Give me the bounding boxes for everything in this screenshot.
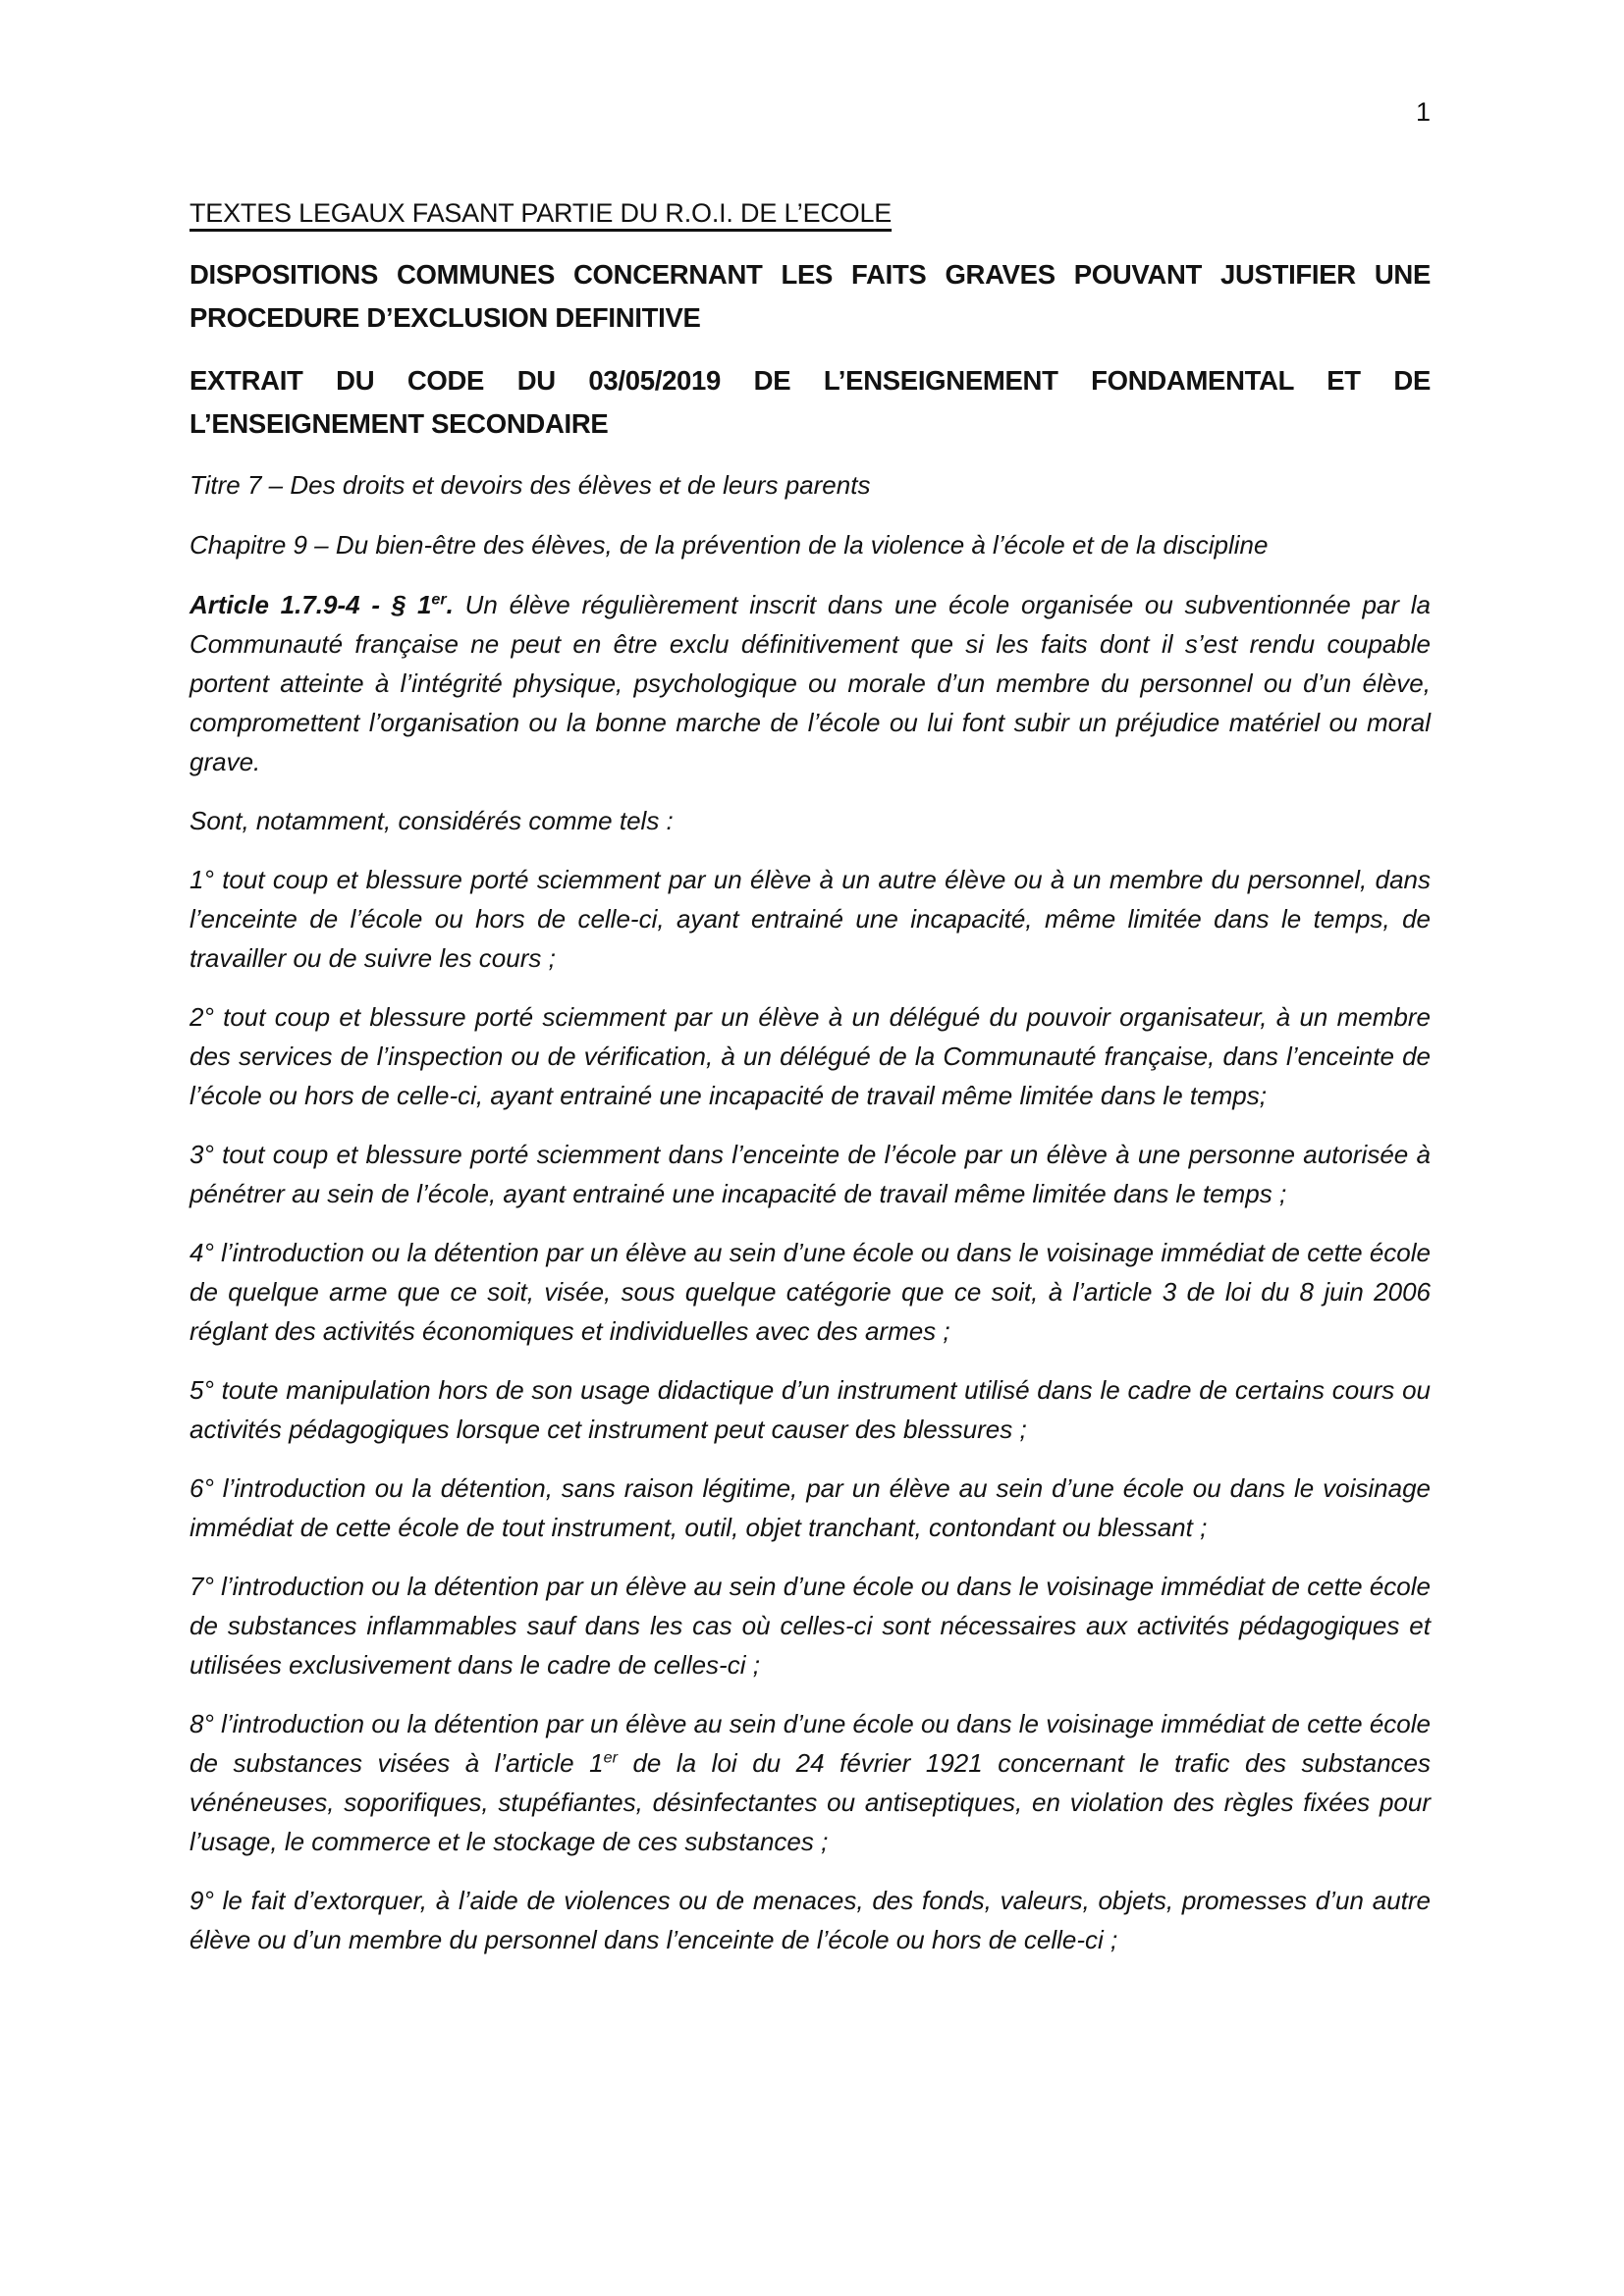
document-title-line — [189, 193, 1431, 234]
article-paragraph — [189, 585, 1431, 781]
numbered-item — [189, 1233, 1431, 1351]
item-text: 9° le fait d’extorquer, à l’aide de violences ou de menaces, des fonds, valeurs, objets, promesses d’un autre élève ou d’un membre du personnel dans l’enceinte de l’école ou hors de celle-ci ; — [189, 1886, 1431, 1954]
item-text: 2° tout coup et blessure porté sciemment par un élève à un délégué du pouvoir organisateur, à un membre des services de l’inspection ou de vérification, à un délégué de la Communauté française, dans l’enceinte de l’école ou hors de celle-ci, ayant entrainé une incapacité de travail même limitée dans le temps; — [189, 1002, 1431, 1110]
item-text: 4° l’introduction ou la détention par un élève au sein d’une école ou dans le voisinage immédiat de cette école de quelque arme que ce soit, visée, sous quelque catégorie que ce soit, à l’article 3 de loi du 8 juin 2006 réglant des activités économiques et individuelles avec des armes ; — [189, 1238, 1431, 1346]
article-label-period: . — [446, 590, 465, 619]
item-text: 5° toute manipulation hors de son usage didactique d’un instrument utilisé dans le cadre de certains cours ou activités pédagogiques lorsque cet instrument peut causer des blessures ; — [189, 1375, 1431, 1444]
item-text: 7° l’introduction ou la détention par un élève au sein d’une école ou dans le voisinage immédiat de cette école de substances inflammables sauf dans les cas où celles-ci sont nécessaires aux activités pédagogiques et utilisées exclusivement dans le cadre de celles-ci ; — [189, 1572, 1431, 1680]
numbered-item — [189, 997, 1431, 1115]
item-text: 1° tout coup et blessure porté sciemment par un élève à un autre élève ou à un membre du personnel, dans l’enceinte de l’école ou hors de celle-ci, ayant entrainé une incapacité, même limitée dans le temps, de travailler ou de suivre les cours ; — [189, 865, 1431, 973]
subtitle-titre-7: Titre 7 – Des droits et devoirs des élèves et de leurs parents — [189, 470, 871, 500]
item-text: 3° tout coup et blessure porté sciemment dans l’enceinte de l’école par un élève à une personne autorisée à pénétrer au sein de l’école, ayant entrainé une incapacité de travail même limitée dans le temps ; — [189, 1140, 1431, 1208]
item-superscript: er — [603, 1748, 618, 1767]
numbered-item — [189, 860, 1431, 978]
numbered-item — [189, 1881, 1431, 1959]
heading-dispositions-communes: DISPOSITIONS COMMUNES CONCERNANT LES FAITS GRAVES POUVANT JUSTIFIER UNE PROCEDURE D’EXCLUSION DEFINITIVE — [189, 259, 1431, 333]
document-title: TEXTES LEGAUX FASANT PARTIE DU R.O.I. DE L’ECOLE — [189, 198, 893, 228]
heading-extrait-du-code: EXTRAIT DU CODE DU 03/05/2019 DE L’ENSEIGNEMENT FONDAMENTAL ET DE L’ENSEIGNEMENT SECONDAIRE — [189, 365, 1431, 439]
article-label-superscript: er — [431, 590, 447, 609]
document-content — [189, 193, 1431, 1979]
numbered-item — [189, 1704, 1431, 1861]
item-text: 6° l’introduction ou la détention, sans raison légitime, par un élève au sein d’une école ou dans le voisinage immédiat de cette école de tout instrument, outil, objet tranchant, contondant ou blessant ; — [189, 1473, 1431, 1542]
article-label: Article 1.7.9-4 - § 1 — [189, 590, 432, 619]
numbered-item — [189, 1135, 1431, 1213]
numbered-item — [189, 1468, 1431, 1547]
numbered-item — [189, 1370, 1431, 1449]
numbered-item — [189, 1567, 1431, 1684]
numbered-items-list — [189, 860, 1431, 1959]
article-body-text: Un élève régulièrement inscrit dans une école organisée ou subventionnée par la Communauté française ne peut en être exclu définitivement que si les faits dont il s’est rendu coupable portent atteinte à l’intégrité physique, psychologique ou morale d’un membre du personnel ou d’un élève, compromettent l’organisation ou la bonne marche de l’école ou lui font subir un préjudice matériel ou moral grave. — [189, 590, 1431, 776]
page-number: 1 — [1415, 97, 1431, 127]
item-text: de la loi du 24 février 1921 concernant le trafic des substances vénéneuses, soporifiques, stupéfiantes, désinfectantes ou antiseptiques, en violation des règles fixées pour l’usage, le commerce et le stockage de ces substances ; — [189, 1748, 1431, 1856]
intro-line: Sont, notamment, considérés comme tels : — [189, 806, 674, 835]
item-text: 8° l’introduction ou la détention par un élève au sein d’une école ou dans le voisinage immédiat de cette école de substances visées à l’article 1 — [189, 1709, 1431, 1778]
subtitle-chapitre-9: Chapitre 9 – Du bien-être des élèves, de la prévention de la violence à l’école et de la discipline — [189, 530, 1269, 560]
